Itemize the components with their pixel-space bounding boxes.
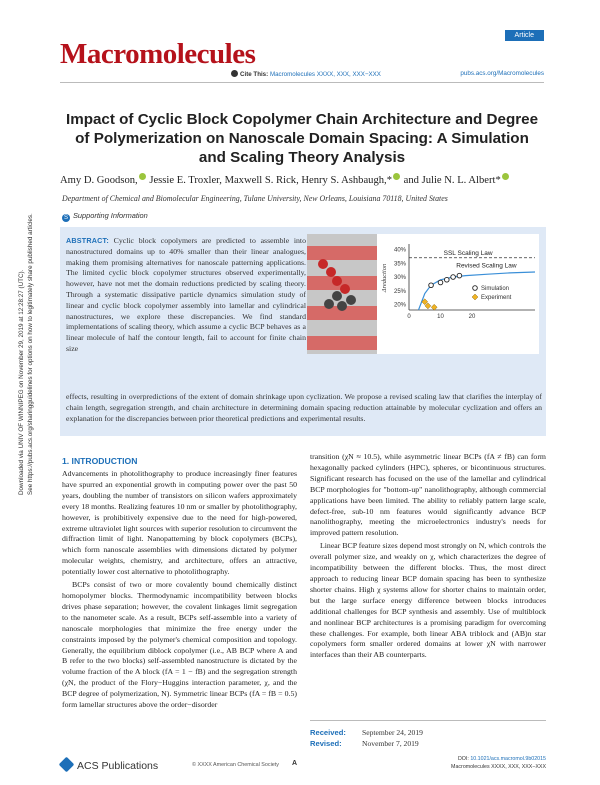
page-number: A	[292, 760, 298, 767]
legend-experiment-label: Experiment	[481, 295, 512, 301]
revised-label: Revised Scaling Law	[456, 262, 517, 270]
author-6: and Julie N. L. Albert*	[403, 175, 501, 186]
cite-label: Cite This:	[240, 71, 269, 78]
article-type-badge: Article	[505, 30, 544, 41]
supporting-info-icon: S	[63, 215, 68, 221]
copyright: © XXXX American Chemical Society	[192, 762, 279, 768]
article-title: Impact of Cyclic Block Copolymer Chain Architecture and Degree of Polymerization on Nanoscale Domain Spacing: A Simulation and Scaling Theory Analysis	[65, 111, 539, 166]
legend-simulation-marker	[473, 286, 478, 291]
intro-paragraph-1: Advancements in photolithography to produce increasingly finer features have spurred an exponential growth in computing power over the past 50 years, doubling the number of transistors on silicon wafers approximately every 18 months. Realizing features 10 nm or smaller by photolithography, however, is prohibitively expensive due to the need for high-powered, extreme ultraviolet light sources with superior resolution to circumvent the diffraction limit of light. Nanopatterning by block copolymers (BCPs), which form nanoscale assemblies with dimensions dictated by polymer molecular weights, chemistry, and architecture, offers an attractive, potentially lower cost alternative to photolithography.	[62, 469, 297, 577]
supporting-information-link[interactable]	[62, 211, 148, 222]
simulation-point	[429, 283, 434, 288]
abstract-part-b: effects, resulting in overpredictions of the extent of domain shrinkage upon cyclization. We propose a revised scaling law that clarifies the interplay of chain length, segregation strength, and chain architecture in determining domain spacing reduction attainable by molecular cyclization and offers an explanation for the discrepancies between prior theoretical predictions and experimental results.	[66, 392, 542, 423]
acs-publications-logo[interactable]	[60, 758, 158, 772]
affiliation: Department of Chemical and Biomolecular Engineering, Tulane University, New Orleans, Louisiana 70118, United States	[62, 194, 448, 203]
received-label: Received:	[310, 728, 346, 737]
y-tick-label: 35%	[393, 261, 406, 268]
ssl-label: SSL Scaling Law	[443, 249, 493, 257]
publisher-name: ACS Publications	[77, 760, 159, 772]
body-column-right	[310, 452, 546, 661]
simulation-point	[451, 275, 456, 280]
toc-simulation-snapshot	[307, 234, 377, 354]
orcid-icon[interactable]	[393, 173, 400, 180]
journal-website-link[interactable]: pubs.acs.org/Macromolecules	[460, 70, 544, 77]
cite-reference[interactable]: Macromolecules XXXX, XXX, XXX−XXX	[269, 71, 381, 78]
simulation-point	[438, 280, 443, 285]
x-tick-label: 20	[468, 314, 476, 320]
journal-reference: Macromolecules XXXX, XXX, XXX−XXX	[451, 763, 546, 770]
y-tick-label: 40%	[393, 247, 406, 254]
doi-link[interactable]: 10.1021/acs.macromol.9b02015	[470, 756, 546, 762]
section-heading-introduction: 1. INTRODUCTION	[62, 456, 138, 466]
legend-simulation-label: Simulation	[481, 286, 510, 292]
orcid-icon[interactable]	[502, 173, 509, 180]
acs-logo-icon	[59, 757, 75, 773]
received-date: September 24, 2019	[362, 728, 423, 737]
y-tick-label: 30%	[393, 275, 406, 281]
cite-icon	[231, 70, 238, 77]
domain-reduction-plot	[379, 234, 539, 354]
simulation-point	[457, 273, 462, 278]
legend-experiment-marker	[472, 294, 478, 300]
journal-logo: Macromolecules	[60, 38, 256, 70]
download-notice-line2: See https://pubs.acs.org/sharingguidelines for options on how to legitimately share published articles.	[27, 213, 34, 495]
y-tick-label: 25%	[393, 288, 406, 295]
abstract-text-top	[66, 236, 306, 355]
abstract-label: ABSTRACT:	[66, 236, 109, 245]
intro-paragraph-3: transition (χN ≈ 10.5), while asymmetric linear BCPs (fA ≠ fB) can form hexagonally packed cylinders (HPC), spheres, or bicontinuous structures. Significant research has focused on the use of the lamellar and cylindrical BCP morphologies for "bottom-up" nanolithography, although commercial applications have been limited. The ability to reliably pattern large scale, defect-free, sub-10 nm features would significantly advance BCP nanolithography, meeting the microelectronics industry's needs for improved pattern resolution.	[310, 452, 546, 538]
revised-label: Revised:	[310, 739, 342, 748]
abstract-part-a: Cyclic block copolymers are predicted to assemble into nanostructured domains up to 40% smaller than their linear analogues, making them promising alternatives for nanoscale patterning applications. The limited cyclic block copolymer structures observed experimentally, however, have not met the domain reductions predicted by scaling theory. Through a systematic dissipative particle dynamics simulation study of linear and cyclic block copolymer assembly into lamellar and cylindrical nanostructures, we explore these discrepancies. We find standard implementations of scaling theory, which assume a cyclic BCP behaves as a linear molecule of half the contour length, fail to account for finite chain size	[66, 236, 306, 353]
doi-block	[451, 756, 546, 771]
author-2-to-5: Jessie E. Troxler, Maxwell S. Rick, Henry S. Ashbaugh,*	[149, 175, 392, 186]
author-1: Amy D. Goodson,	[60, 175, 138, 186]
intro-paragraph-2: BCPs consist of two or more covalently bound chemically distinct homopolymer blocks. Thermodynamic incompatibility between blocks drives phase separation; however, the covalent linkages limit segregation to the nanometer scale. As a result, BCPs self-assemble into a variety of nanoscale morphologies that minimize the free energy under the constraints imposed by the polymer's chemical composition and topology. Generally, the equilibrium diblock copolymer (i.e., AB BCP where A and B refer to the two blocks) self-assembled nanostructure is dictated by the volume fraction of the A block (fA = 1 − fB) and the segregation strength (χN, the product of the Flory−Huggins interaction parameter, χ, and the BCP degree of polymerization, N). Symmetric linear BCPs (fA = fB = 0.5) form lamellar structures above the order−disorder	[62, 580, 297, 710]
orcid-icon[interactable]	[139, 173, 146, 180]
journal-header	[60, 24, 544, 79]
cyclic-polymer-illustration	[307, 234, 377, 354]
doi-label: DOI:	[457, 756, 469, 762]
page-footer	[60, 754, 546, 776]
simulation-point	[445, 277, 450, 282]
intro-paragraph-4: Linear BCP feature sizes depend most strongly on N, which controls the overall polymer size, and weakly on χ, which characterizes the degree of incompatibility between the different blocks. Thus, the most direct approach to reducing linear BCP domain spacing has been to synthesize shorter chains. High χ systems allow for shorter chains to maintain order, but the large surface energy difference between blocks introduces additional challenges for BCP synthesis and assembly. Use of multiblock and nonlinear BCP architectures is a promising paradigm for overcoming these challenges. For example, both linear ABA triblock and (AB)n star copolymers form smaller ordered domains at lower χN with narrower interfaces than their AB counterparts.	[310, 541, 546, 660]
supporting-info-label: Supporting Information	[73, 211, 148, 220]
y-tick-label: 20%	[393, 302, 406, 309]
revised-date: November 7, 2019	[362, 739, 419, 748]
download-notice-line1: Downloaded via UNIV OF WINNIPEG on November 29, 2019 at 12:28:27 (UTC).	[18, 269, 25, 495]
header-divider	[60, 82, 544, 83]
cite-this[interactable]	[231, 70, 381, 78]
experiment-point	[431, 304, 437, 310]
x-tick-label: 0	[407, 314, 411, 320]
body-column-left	[62, 469, 297, 711]
download-notice	[14, 205, 48, 505]
revised-scaling-law-curve	[419, 272, 536, 310]
y-axis-label: Δreduction	[381, 263, 388, 293]
toc-graphic	[307, 234, 539, 354]
x-tick-label: 10	[437, 314, 444, 320]
author-list	[60, 173, 546, 186]
article-dates	[310, 720, 546, 749]
